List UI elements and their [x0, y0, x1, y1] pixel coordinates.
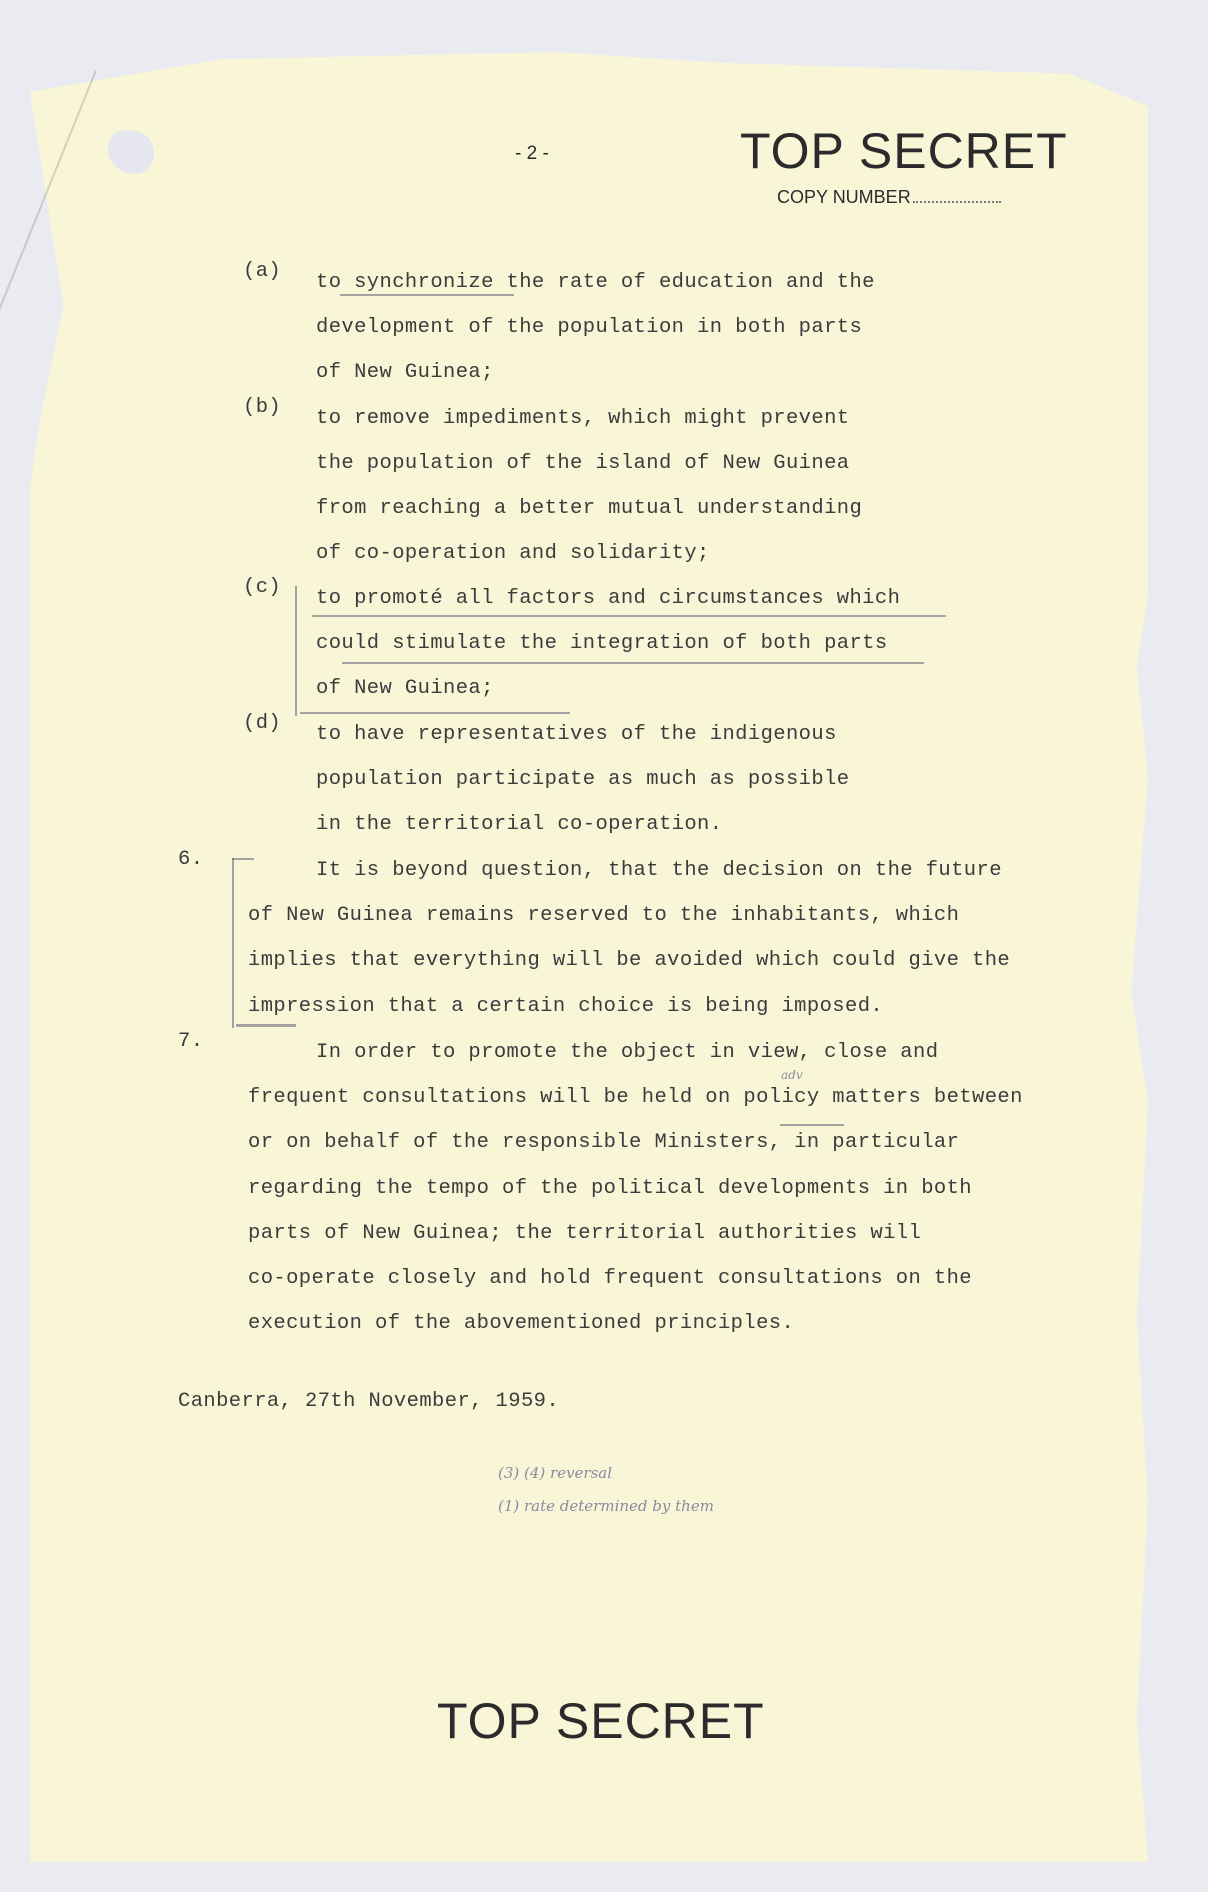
item-label-c: (c): [243, 576, 282, 599]
item-line: of co-operation and solidarity;: [316, 542, 710, 565]
copy-number-blank: [913, 201, 1001, 203]
item-line: development of the population in both parts: [316, 316, 863, 339]
item-line: could stimulate the integration of both parts: [316, 632, 888, 655]
item-line: in the territorial co-operation.: [316, 813, 723, 836]
item-line: to synchronize the rate of education and the: [316, 271, 875, 294]
handwritten-note-line-1: (3) (4) reversal: [498, 1464, 613, 1482]
paragraph-line: parts of New Guinea; the territorial authorities will: [248, 1221, 922, 1245]
item-line: population participate as much as possible: [316, 768, 850, 791]
pencil-underline-c-1: [312, 615, 946, 617]
pencil-underline-c-3: [300, 712, 570, 714]
paragraph-line: execution of the abovementioned principles.: [248, 1312, 795, 1336]
item-line: to have representatives of the indigenous: [316, 723, 837, 746]
pencil-bracket-bottom: [236, 1024, 296, 1027]
paragraph-line: regarding the tempo of the political developments in both: [248, 1176, 973, 1200]
item-line: the population of the island of New Guinea: [316, 452, 850, 475]
paragraph-line: implies that everything will be avoided which could give the: [248, 949, 1011, 973]
paragraph-line: co-operate closely and hold frequent consultations on the: [248, 1266, 973, 1290]
pencil-underline-synchronize: [340, 294, 514, 296]
paragraph-line: of New Guinea remains reserved to the inhabitants, which: [248, 904, 960, 928]
item-label-a: (a): [243, 260, 282, 283]
paragraph-line: In order to promote the object in view, close and: [316, 1041, 939, 1064]
classification-stamp-bottom: TOP SECRET: [437, 1693, 765, 1749]
pencil-bracket-para-6: [232, 858, 234, 1028]
pencil-margin-line-c: [295, 586, 297, 716]
handwritten-note-line-2: (1) rate determined by them: [498, 1497, 714, 1515]
handwritten-note-above-policy: adv: [781, 1068, 803, 1082]
paragraph-7: [248, 1030, 1088, 1346]
classification-stamp-top: TOP SECRET: [740, 123, 1068, 179]
item-b: [316, 396, 976, 576]
item-c: [316, 576, 976, 711]
item-line: of New Guinea;: [316, 677, 494, 700]
item-line: from reaching a better mutual understanding: [316, 497, 863, 520]
copy-number-label: COPY NUMBER: [777, 187, 911, 207]
page-number: - 2 -: [515, 143, 549, 164]
copy-number-field: [777, 187, 1001, 208]
pencil-underline-c-2: [342, 662, 924, 664]
item-line: to promoté all factors and circumstances which: [316, 587, 901, 610]
item-label-d: (d): [243, 712, 282, 735]
item-label-b: (b): [243, 396, 282, 419]
dateline: Canberra, 27th November, 1959.: [178, 1390, 560, 1413]
item-a: [316, 260, 976, 395]
item-line: to remove impediments, which might prevent: [316, 407, 850, 430]
paragraph-line: or on behalf of the responsible Ministers, in particular: [248, 1131, 960, 1155]
item-line: of New Guinea;: [316, 361, 494, 384]
pencil-bracket-top: [232, 858, 254, 860]
paragraph-line: It is beyond question, that the decision on the future: [316, 859, 1002, 882]
paragraph-line: impression that a certain choice is being imposed.: [248, 994, 884, 1018]
item-d: [316, 712, 976, 847]
paragraph-6: [248, 848, 1088, 1029]
paragraph-number-7: 7.: [178, 1030, 204, 1053]
paragraph-line: frequent consultations will be held on policy matters between: [248, 1086, 1023, 1110]
paragraph-number-6: 6.: [178, 848, 204, 871]
pencil-underline-policy: [780, 1124, 844, 1126]
